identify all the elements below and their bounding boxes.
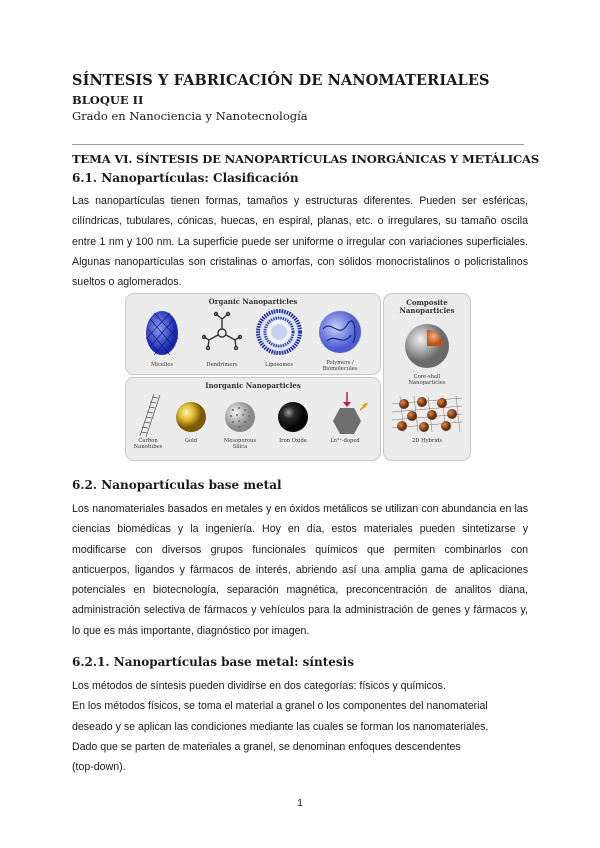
polymer-icon xyxy=(317,309,363,355)
mesoporous-silica-icon xyxy=(223,400,257,434)
synthesis-line: En los métodos físicos, se toma el material a granel o los componentes del nanomaterial xyxy=(72,700,488,713)
micelle-icon xyxy=(140,309,184,361)
paragraph-classification: Las nanopartículas tienen formas, tamaños y estructuras diferentes. Pueden ser esféricas, cilíndricas, tubulares, cónicas, huecas, en espiral, planas, etc. o irregulares, su tamaño oscila entre 1 nm y 100 nm. La superficie puede ser uniforme o irregular con variaciones superficiales. Algunas nanopartículas son cristalinas o amorfas, con sólidos monocristalinos o policristalinos sueltos o aglomerados. xyxy=(72,195,528,289)
gold-nanoparticle-icon xyxy=(174,400,208,434)
topic-heading: TEMA VI. SÍNTESIS DE NANOPARTÍCULAS INORGÁNICAS Y METÁLICAS xyxy=(72,152,539,166)
mesoporous-silica-label xyxy=(218,438,262,450)
iron-oxide-icon xyxy=(276,400,310,434)
block-label: BLOQUE II xyxy=(72,93,144,107)
carbon-nanotube-icon xyxy=(136,392,162,438)
header-divider xyxy=(72,144,524,145)
2d-hybrid-icon xyxy=(390,394,464,434)
organic-panel xyxy=(125,293,381,375)
synthesis-paragraph xyxy=(72,676,528,777)
nanoparticles-figure xyxy=(125,293,471,461)
lanthanide-doped-icon xyxy=(324,390,370,436)
degree-label: Grado en Nanociencia y Nanotecnología xyxy=(72,109,308,123)
dendrimer-icon xyxy=(202,311,242,355)
composite-title xyxy=(384,299,470,315)
micelles-label: Micelles xyxy=(151,362,173,368)
synthesis-line: Dado que se parten de materiales a granel, se denominan enfoques descendentes xyxy=(72,740,461,753)
carbon-nanotubes-label-line1: Carbon xyxy=(138,438,158,444)
core-shell-label xyxy=(384,374,470,386)
dendrimers-label: Dendrimers xyxy=(206,362,238,368)
section-heading-6-2-1: 6.2.1. Nanopartículas base metal: síntesis xyxy=(72,655,354,669)
synthesis-line: (top-down). xyxy=(72,761,126,774)
inorganic-title: Inorganic Nanoparticles xyxy=(205,381,301,390)
composite-title-line1: Composite xyxy=(406,298,448,307)
core-shell-label-line2: Nanoparticles xyxy=(408,380,446,386)
iron-oxide-label: Iron Oxide xyxy=(279,438,307,444)
polymers-label-line1: Polymers / xyxy=(326,360,354,366)
2d-hybrids-label: 2D Hybrids xyxy=(411,438,442,444)
synthesis-line: deseado y se aplican las condiciones mediante las cuales se forman los nanomateriales. xyxy=(72,720,489,733)
page-number: 1 xyxy=(297,797,303,809)
core-shell-icon xyxy=(403,322,451,370)
synthesis-line: Los métodos de síntesis pueden dividirse en dos categorías: físicos y químicos. xyxy=(72,680,446,692)
polymers-label xyxy=(312,360,368,372)
liposome-icon xyxy=(256,309,302,355)
gold-label: Gold xyxy=(184,438,198,444)
liposomes-label: Liposomes xyxy=(265,362,293,368)
section-heading-6-2: 6.2. Nanopartículas base metal xyxy=(72,478,282,492)
paragraph-metal-nanoparticles: Los nanomateriales basados en metales y en óxidos metálicos se utilizan con abundancia en las ciencias biomédicas y la ingeniería. Hoy en día, estos materiales pueden sintetizarse y modificarse con diversos grupos funcionales químicos que permiten combinarlos con anticuerpos, ligandos y fármacos de interés, abriendo así una amplia gama de aplicaciones potenciales en biotecnología, separación magnética, preconcentración de analitos diana, administración selectiva de fármacos y vehículos para la administración de genes y fármacos y, lo que es más importante, diagnóstico por imagen. xyxy=(72,503,528,637)
mesoporous-silica-label-line1: Mesoporous xyxy=(223,438,257,444)
composite-title-line2: Nanoparticles xyxy=(399,306,455,315)
mesoporous-silica-label-line2: Silica xyxy=(232,444,248,450)
lanthanide-doped-label: Ln³⁺-doped xyxy=(330,438,360,444)
carbon-nanotubes-label-line2: Nanotubes xyxy=(133,444,163,450)
document-title: SÍNTESIS Y FABRICACIÓN DE NANOMATERIALES xyxy=(72,72,490,89)
carbon-nanotubes-label xyxy=(130,438,166,450)
inorganic-panel xyxy=(125,377,381,461)
composite-panel xyxy=(383,293,471,461)
polymers-label-line2: Biomolecules xyxy=(322,366,358,372)
core-shell-label-line1: Core-shell xyxy=(413,374,441,380)
organic-title: Organic Nanoparticles xyxy=(208,297,298,306)
section-heading-6-1: 6.1. Nanopartículas: Clasificación xyxy=(72,171,299,185)
